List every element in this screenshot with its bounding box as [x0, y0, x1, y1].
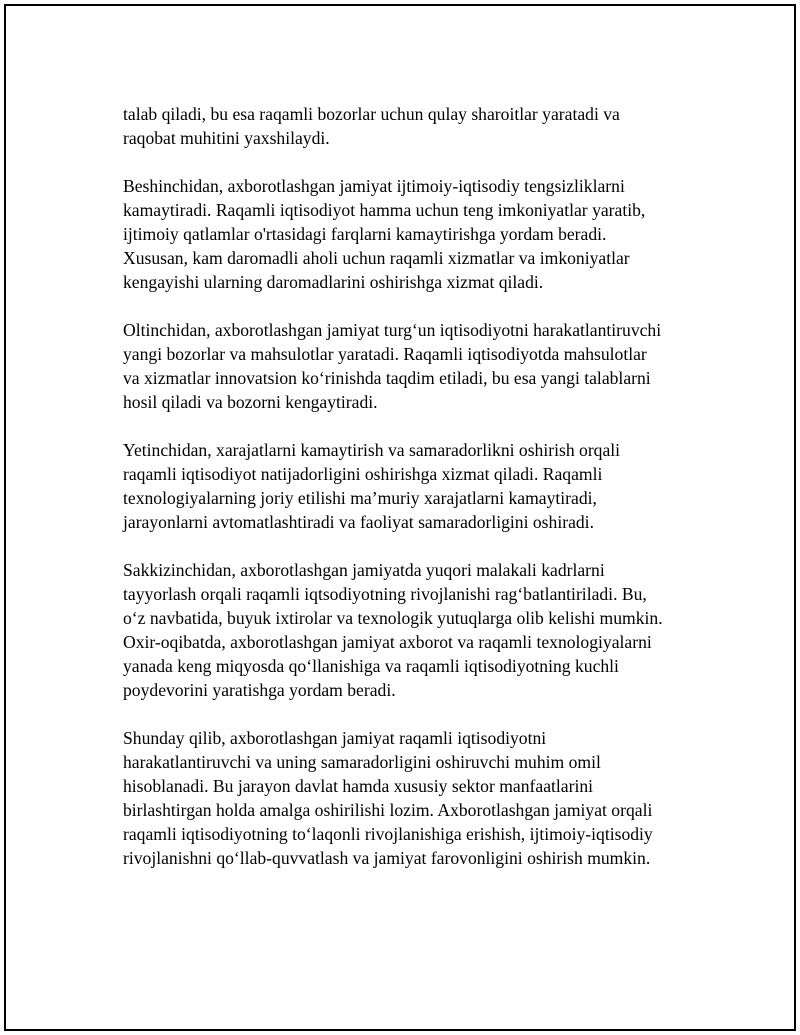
paragraph: Shunday qilib, axborotlashgan jamiyat raqamli iqtisodiyotni harakatlantiruvchi va uning samaradorligini oshiruvchi muhim omil hisoblanadi. Bu jarayon davlat hamda xususiy sektor manfaatlarini birlashtirgan holda amalga oshirilishi lozim. Axborotlashgan jamiyat orqali raqamli iqtisodiyotning to‘laqonli rivojlanishiga erishish, ijtimoiy-iqtisodiy rivojlanishni qo‘llab-quvvatlash va jamiyat farovonligini oshirish mumkin. — [123, 728, 653, 868]
document-body — [123, 102, 713, 894]
paragraph: Sakkizinchidan, axborotlashgan jamiyatda yuqori malakali kadrlarni tayyorlash orqali raqamli iqtsodiyotning rivojlanishi rag‘batlantiriladi. Bu, o‘z navbatida, buyuk ixtirolar va texnologik yutuqlarga olib kelishi mumkin. Oxir-oqibatda, axborotlashgan jamiyat axborot va raqamli texnologiyalarni yanada keng miqyosda qo‘llanishiga va raqamli iqtisodiyotning kuchli poydevorini yaratishga yordam beradi. — [123, 560, 663, 700]
document-page — [4, 4, 796, 1031]
paragraph: Beshinchidan, axborotlashgan jamiyat ijtimoiy-iqtisodiy tengsizliklarni kamaytiradi. Raqamli iqtisodiyot hamma uchun teng imkoniyatlar yaratib, ijtimoiy qatlamlar o'rtasidagi farqlarni kamaytirishga yordam beradi. Xususan, kam daromadli aholi uchun raqamli xizmatlar va imkoniyatlar kengayishi ularning daromadlarini oshirishga xizmat qiladi. — [123, 176, 646, 292]
paragraph: Yetinchidan, xarajatlarni kamaytirish va samaradorlikni oshirish orqali raqamli iqtisodiyot natijadorligini oshirishga xizmat qiladi. Raqamli texnologiyalarning joriy etilishi ma’muriy xarajatlarni kamaytiradi, jarayonlarni avtomatlashtiradi va faoliyat samaradorligini oshiradi. — [123, 440, 621, 532]
paragraph: Oltinchidan, axborotlashgan jamiyat turg‘un iqtisodiyotni harakatlantiruvchi yangi bozorlar va mahsulotlar yaratadi. Raqamli iqtisodiyotda mahsulotlar va xizmatlar innovatsion ko‘rinishda taqdim etiladi, bu esa yangi talablarni hosil qiladi va bozorni kengaytiradi. — [123, 320, 662, 412]
paragraph: talab qiladi, bu esa raqamli bozorlar uchun qulay sharoitlar yaratadi va raqobat muhitini yaxshilaydi. — [123, 104, 620, 148]
